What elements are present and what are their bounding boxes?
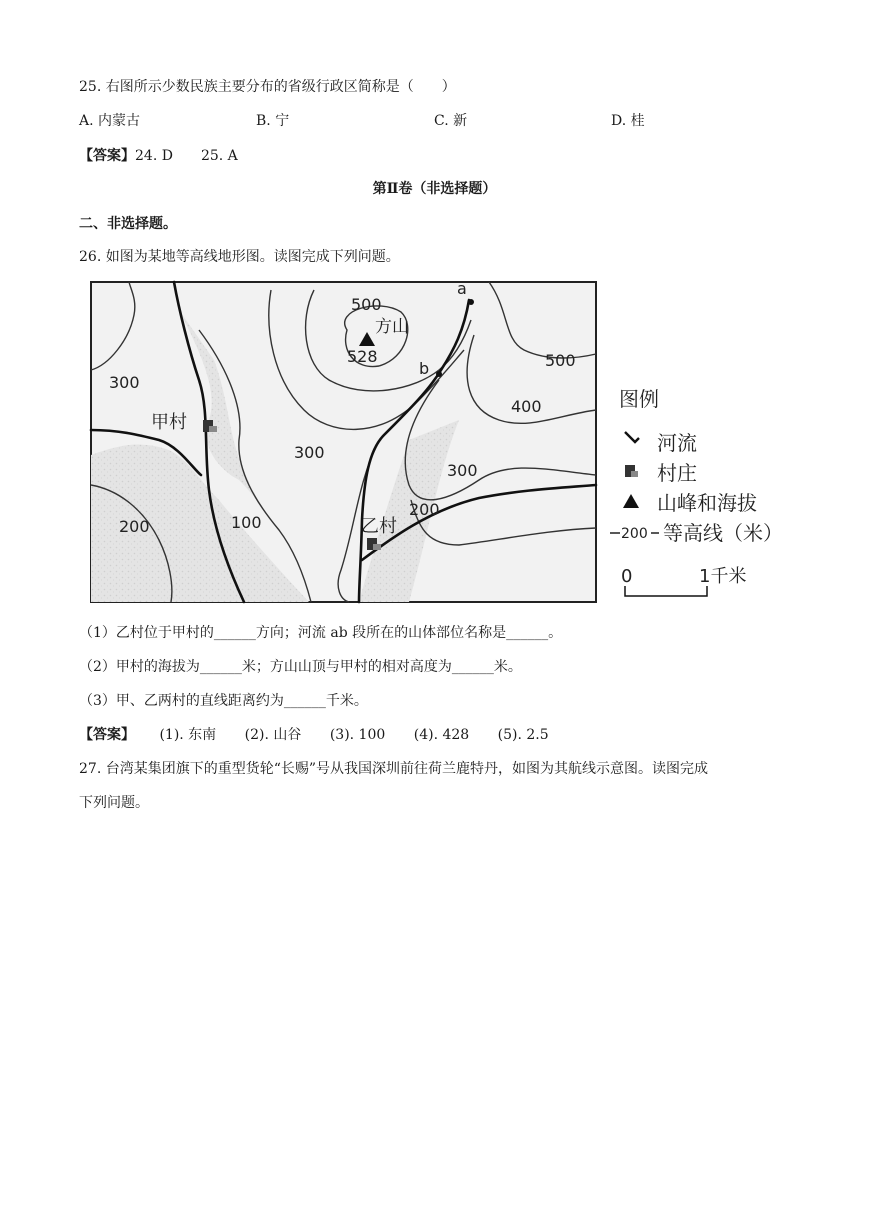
scale-zero: 0 [621,566,633,587]
contour-map [79,270,814,610]
contour-label-200-west: 200 [119,517,150,536]
q26-answer-2: (2). 山谷 [244,727,302,743]
peak-elevation: 528 [347,347,378,366]
q25-option-c: C. 新 [434,113,468,129]
contour-label-400: 400 [511,397,542,416]
scale-bar [625,586,707,596]
q26-answer-label: 【答案】 [79,727,135,743]
point-b-label: b [419,359,430,378]
scale-label: 1千米 [699,566,747,587]
answer-24-25 [79,145,238,165]
q25-option-b: B. 宁 [256,113,290,129]
legend-peak: 山峰和海拔 [657,491,757,515]
q26-answer-3: (3). 100 [329,727,386,743]
q26-stem: 26. 如图为某地等高线地形图。读图完成下列问题。 [79,249,400,265]
legend-river: 河流 [657,431,697,455]
answer-label: 【答案】 [79,148,135,164]
legend-peak-icon [623,494,639,508]
contour-label-300-middle: 300 [294,443,325,462]
answer-text: 24. D 25. A [135,148,238,164]
q26-answer-1: (1). 东南 [159,727,217,743]
legend-contour-sample: 200 [621,526,648,542]
point-b-marker [436,371,442,377]
q26-sub3: （3）甲、乙两村的直线距离约为______千米。 [79,693,368,709]
contour-label-200-east: 200 [409,500,440,519]
q25-stem: 25. 右图所示少数民族主要分布的省级行政区简称是（ ） [79,79,456,95]
legend-village: 村庄 [657,461,697,485]
q27-stem-line1: 27. 台湾某集团旗下的重型货轮“长赐”号从我国深圳前往荷兰鹿特丹，如图为其航线示意图。读图完成 [79,761,709,777]
legend-contour: 等高线（米） [663,521,783,545]
q26-answer-4: (4). 428 [413,727,470,743]
q25-option-a: A. 内蒙古 [79,113,141,129]
part-title: 二、非选择题。 [79,216,177,232]
q26-sub2: （2）甲村的海拔为______米；方山山顶与甲村的相对高度为______米。 [79,659,522,675]
point-a-marker [468,299,474,305]
q26-answer-5: (5). 2.5 [497,727,549,743]
contour-label-100: 100 [231,513,262,532]
q25-option-d: D. 桂 [611,113,645,129]
legend-river-icon [625,432,639,442]
legend-title: 图例 [619,387,659,411]
point-a-label: a [457,279,467,298]
q26-sub1: （1）乙村位于甲村的______方向；河流 ab 段所在的山体部位名称是______。 [79,625,563,641]
contour-label-300-east: 300 [447,461,478,480]
peak-name: 方山 [375,317,409,337]
contour-label-500-peak: 500 [351,295,382,314]
contour-label-300-west: 300 [109,373,140,392]
village-jia-label: 甲村 [151,412,187,433]
village-yi-label: 乙村 [361,516,397,537]
section-title: 第Ⅱ卷（非选择题） [372,181,497,197]
q27-stem-line2: 下列问题。 [79,795,149,811]
legend [610,387,783,596]
contour-label-500-east: 500 [545,351,576,370]
q26-answer [79,724,549,744]
